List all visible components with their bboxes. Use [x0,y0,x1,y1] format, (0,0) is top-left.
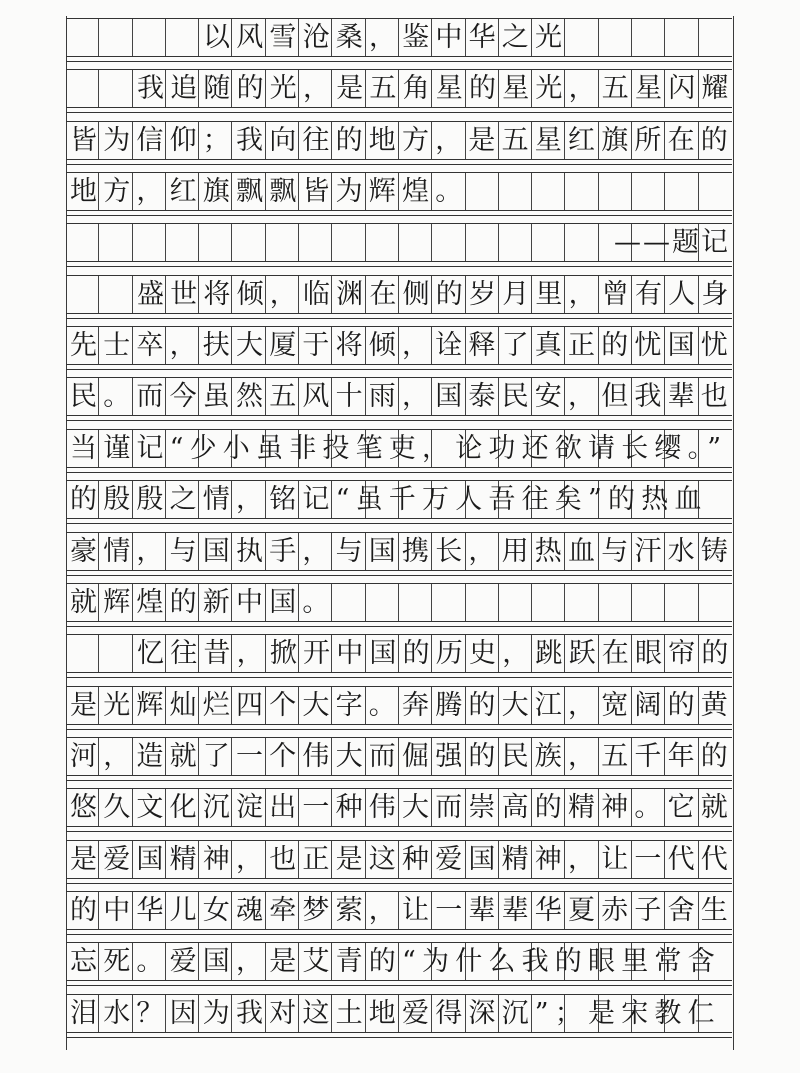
grid-cell [499,173,532,211]
text-line [66,841,732,879]
grid-cell [532,224,565,262]
line-text: 泪水？因为我对这土地爱得深沉”；是宋教仁 [70,997,721,1029]
text-line [66,378,732,416]
grid-cell [699,19,732,57]
grid-cell [66,19,99,57]
grid-cell [699,173,732,211]
grid-cell [133,19,166,57]
grid-cell [632,19,665,57]
text-line [66,276,735,314]
text-line [66,943,732,981]
grid-cell [66,224,99,262]
line-text: 豪情，与国执手，与国携长，用热血与汗水铸 [70,535,734,567]
line-text: 我追随的光，是五角星的星光，五星闪耀 [137,73,735,105]
grid-cell [565,224,598,262]
grid-cell [366,224,399,262]
line-text: 盛世将倾，临渊在侧的岁月里，曾有人身 [137,278,735,310]
line-text: 忆往昔，掀开中国的历史，跳跃在眼帘的 [137,638,735,670]
grid-cell [399,584,432,622]
grid-cell [166,224,199,262]
grid-cell [599,173,632,211]
text-line [66,327,732,365]
line-text: 当谨记“少小虽非投笔吏，论功还欲请长缨。” [70,432,728,464]
grid-cell [332,584,365,622]
grid-cell [432,584,465,622]
line-text: 皆为信仰；我向往的地方，是五星红旗所在的 [70,124,734,156]
grid-cell [432,224,465,262]
grid-cell [133,224,166,262]
text-line [66,430,732,468]
grid-cell [565,584,598,622]
text-line [66,635,735,673]
grid-cell [299,224,332,262]
text-line [66,533,732,571]
grid-cell [366,584,399,622]
line-text: 是光辉灿烂四个大字。奔腾的大江，宽阔的黄 [70,689,734,721]
grid-cell [99,635,132,673]
grid-cell [66,70,99,108]
grid-cell [532,584,565,622]
grid-cell [599,19,632,57]
text-line [66,789,732,827]
grid-cell [466,224,499,262]
grid-cell [665,584,698,622]
grid-cell [199,224,232,262]
essay-title-row [66,19,732,57]
text-line [66,122,732,160]
grid-cell [599,584,632,622]
grid-cell [532,173,565,211]
line-text: ——题记 [614,227,730,259]
grid-cell [266,224,299,262]
text-line [66,892,732,930]
line-text: 河，造就了一个伟大而倔强的民族，五千年的 [70,740,734,772]
grid-cell [99,224,132,262]
line-text: 民。而今虽然五风十雨，国泰民安，但我辈也 [70,381,734,413]
grid-cell [66,276,99,314]
grid-cell [665,173,698,211]
line-text: 忘死。爱国，是艾青的“为什么我的眼里常含 [70,946,721,978]
grid-cell [699,584,732,622]
grid-cell [565,173,598,211]
line-text: 的殷殷之情，铭记“虽千万人吾往矣”的热血 [70,484,708,516]
grid-cell [399,224,432,262]
grid-cell [665,19,698,57]
text-line [66,584,732,622]
text-line [66,70,735,108]
text-line [66,173,732,211]
grid-cell [632,584,665,622]
grid-cell [499,584,532,622]
grid-cell [466,173,499,211]
text-line [66,481,732,519]
line-text: 地方，红旗飘飘皆为辉煌。 [70,176,469,208]
grid-cell [499,224,532,262]
grid-cell [99,19,132,57]
text-line [66,738,732,776]
line-text: 的中华儿女魂牵梦萦，让一辈辈华夏赤子舍生 [70,894,734,926]
line-text: 悠久文化沉淀出一种伟大而崇高的精神。它就 [70,792,734,824]
grid-cell [565,19,598,57]
text-line [66,995,732,1033]
line-text: 先士卒，扶大厦于将倾，诠释了真正的忧国忧 [70,330,734,362]
line-text: 是爱国精神，也正是这种爱国精神，让一代代 [70,843,734,875]
grid-cell [99,276,132,314]
essay-title: 以风雪沧桑，鉴中华之光 [203,22,569,53]
grid-cell [466,584,499,622]
grid-cell [332,224,365,262]
text-line [66,687,732,725]
grid-cell [99,70,132,108]
grid-cell [66,635,99,673]
line-text: 就辉煌的新中国。 [70,586,336,618]
epigraph-attribution [66,224,732,262]
grid-cell [166,19,199,57]
grid-cell [632,173,665,211]
grid-cell [232,224,265,262]
